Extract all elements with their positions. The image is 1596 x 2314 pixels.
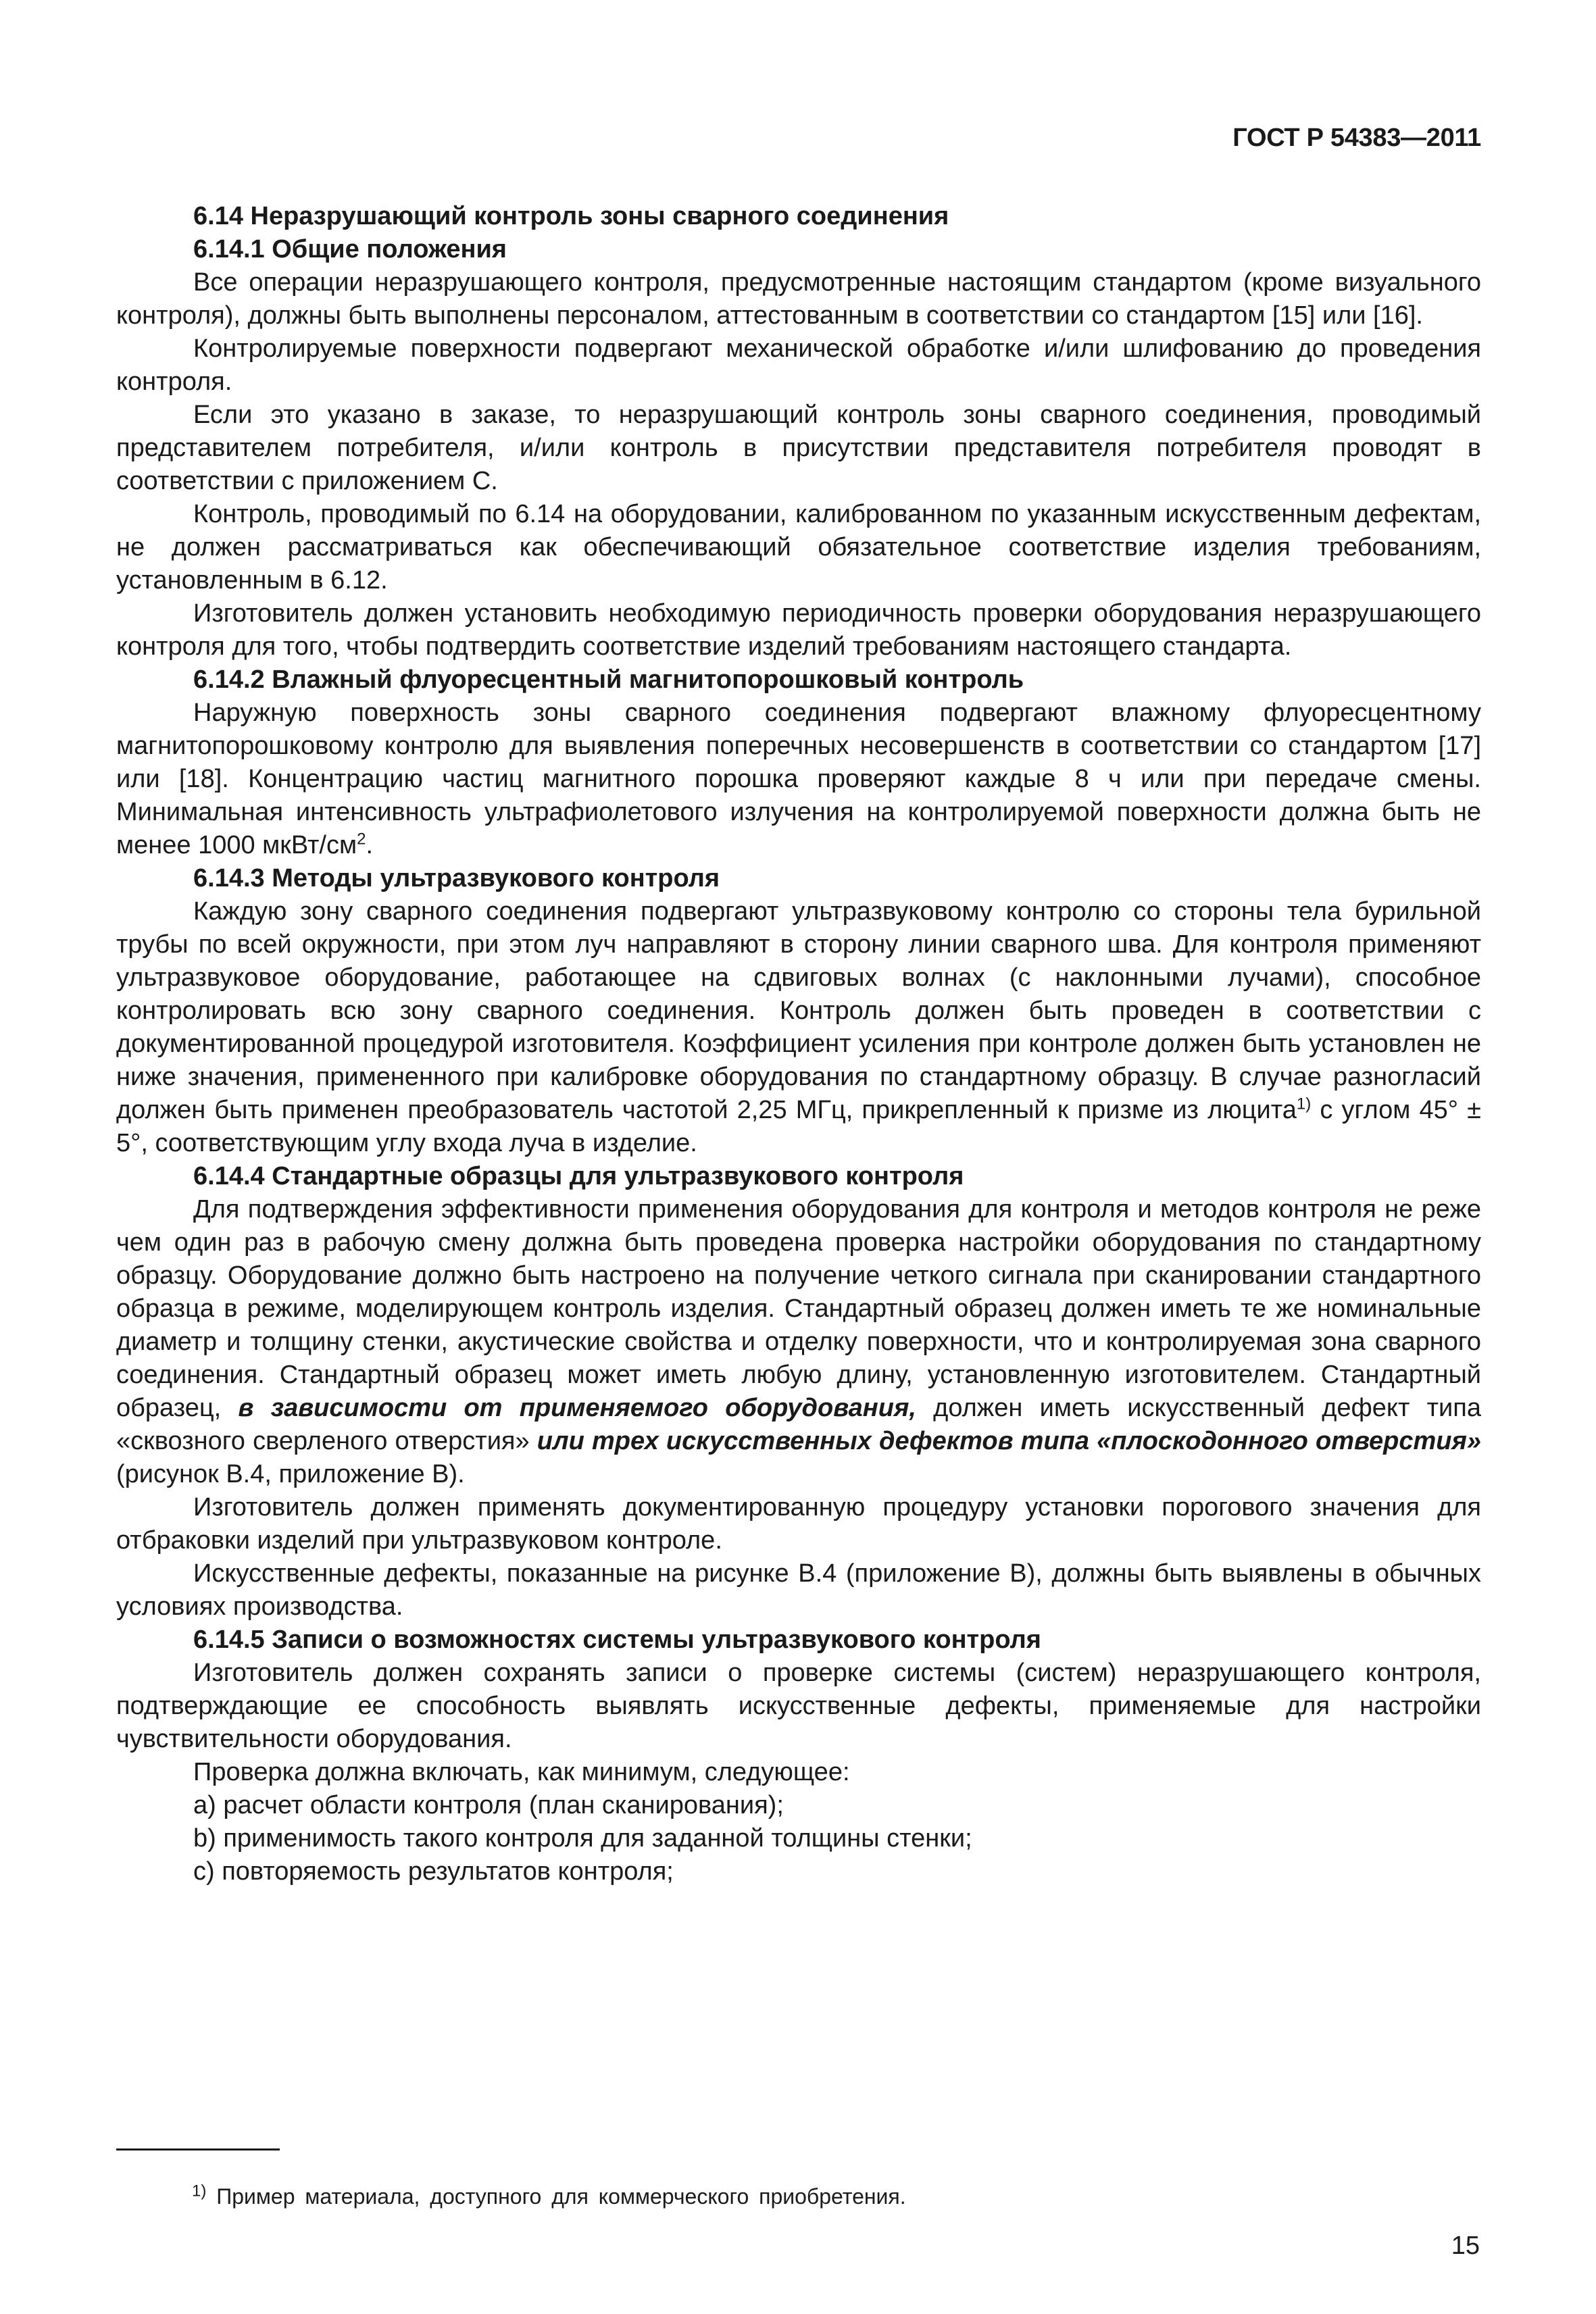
- paragraph-6: [116, 697, 1481, 862]
- paragraph-8-text-c: должен иметь искусственный дефект типа «сквозного сверленого отверстия»: [116, 1394, 1481, 1455]
- paragraph-8-emphasis-1: в зависимости от применяемого оборудования,: [238, 1394, 916, 1422]
- document-body: [116, 200, 1481, 1888]
- paragraph-6-end: .: [366, 831, 374, 859]
- footnote-separator: [116, 2148, 280, 2150]
- list-item-c: c) повторяемость результатов контроля;: [193, 1857, 674, 1886]
- paragraph-1: Все операции неразрушающего контроля, предусмотренные настоящим стандартом (кроме визуального контроля), должны быть выполнены персоналом, аттестованным в соответствии со стандартом [15] или [16].: [116, 268, 1481, 330]
- paragraph-8-text-a: Для подтверждения эффективности применения оборудования для контроля и методов контроля не реже чем один раз в рабочую смену должна быть проведена проверка настройки оборудования по стандартному образцу. Оборудование должно быть настроено на получение четкого сигнала при сканировании стандартного образца в режиме, моделирующем контроль изделия. Стандартный образец должен иметь те же номинальные диаметр и толщину стенки, акустические свойства и отделку поверхности, что и контролируемая зона сварного соединения. Стандартный образец может иметь любую длину, установленную изготовителем. Стандартный образец,: [116, 1195, 1481, 1422]
- paragraph-3: Если это указано в заказе, то неразрушающий контроль зоны сварного соединения, проводимый представителем потребителя, и/или контроль в присутствии представителя потребителя проводят в соответствии с приложением С.: [116, 401, 1481, 495]
- footnote-mark: 1): [192, 2182, 207, 2200]
- list-item-a: а) расчет области контроля (план сканирования);: [193, 1791, 784, 1819]
- footnote: [192, 2182, 906, 2211]
- document-header: ГОСТ Р 54383—2011: [1232, 124, 1481, 152]
- page-number: 15: [1451, 2232, 1480, 2260]
- section-heading-6-14-5: 6.14.5 Записи о возможностях системы ультразвукового контроля: [193, 1626, 1041, 1654]
- section-heading-6-14-3: 6.14.3 Методы ультразвукового контроля: [193, 864, 720, 892]
- section-heading-6-14-2: 6.14.2 Влажный флуоресцентный магнитопорошковый контроль: [193, 665, 1024, 694]
- paragraph-10: Искусственные дефекты, показанные на рисунке В.4 (приложение В), должны быть выявлены в обычных условиях производства.: [116, 1559, 1481, 1621]
- paragraph-11: Изготовитель должен сохранять записи о проверке системы (систем) неразрушающего контроля, подтверждающие ее способность выявлять искусственные дефекты, применяемые для настройки чувствительности оборудования.: [116, 1659, 1481, 1753]
- section-heading-6-14-4: 6.14.4 Стандартные образцы для ультразвукового контроля: [193, 1162, 964, 1190]
- paragraph-9: Изготовитель должен применять документированную процедуру установки порогового значения для отбраковки изделий при ультразвуковом контроле.: [116, 1493, 1481, 1555]
- paragraph-6-text: Наружную поверхность зоны сварного соединения подвергают влажному флуоресцентному магнитопорошковому контролю для выявления поперечных несовершенств в соответствии со стандартом [17] или [18]. Концентрацию частиц магнитного порошка проверяют каждые 8 ч или при передаче смены. Минимальная интенсивность ультрафиолетового излучения на контролируемой поверхности должна быть не менее 1000 мкВт/см: [116, 699, 1481, 859]
- footnote-reference: 1): [1296, 1095, 1312, 1113]
- list-item-b: b) применимость такого контроля для заданной толщины стенки;: [193, 1824, 972, 1853]
- paragraph-7-end: с углом 45° ± 5°, соответствующим углу входа луча в изделие.: [116, 1096, 1481, 1157]
- paragraph-8-text-e: (рисунок В.4, приложение В).: [116, 1460, 465, 1488]
- superscript-2: 2: [357, 830, 366, 849]
- paragraph-8: [116, 1193, 1481, 1491]
- paragraph-7: [116, 895, 1481, 1160]
- paragraph-2: Контролируемые поверхности подвергают механической обработке и/или шлифованию до проведения контроля.: [116, 334, 1481, 396]
- paragraph-12: Проверка должна включать, как минимум, следующее:: [193, 1758, 850, 1786]
- footnote-text: Пример материала, доступного для коммерческого приобретения.: [206, 2184, 906, 2209]
- section-heading-6-14-1: 6.14.1 Общие положения: [193, 235, 507, 263]
- paragraph-8-emphasis-2: или трех искусственных дефектов типа «плоскодонного отверстия»: [537, 1427, 1481, 1455]
- paragraph-4: Контроль, проводимый по 6.14 на оборудовании, калиброванном по указанным искусственным дефектам, не должен рассматриваться как обеспечивающий обязательное соответствие изделия требованиям, установленным в 6.12.: [116, 500, 1481, 595]
- paragraph-7-text: Каждую зону сварного соединения подвергают ультразвуковому контролю со стороны тела бурильной трубы по всей окружности, при этом луч направляют в сторону линии сварного шва. Для контроля применяют ультразвуковое оборудование, работающее на сдвиговых волнах (с наклонными лучами), способное контролировать всю зону сварного соединения. Контроль должен быть проведен в соответствии с документированной процедурой изготовителя. Коэффициент усиления при контроле должен быть установлен не ниже значения, примененного при калибровке оборудования по стандартному образцу. В случае разногласий должен быть применен преобразователь частотой 2,25 МГц, прикрепленный к призме из люцита: [116, 897, 1481, 1124]
- section-heading-6-14: 6.14 Неразрушающий контроль зоны сварного соединения: [193, 202, 949, 230]
- paragraph-5: Изготовитель должен установить необходимую периодичность проверки оборудования неразрушающего контроля для того, чтобы подтвердить соответствие изделий требованиям настоящего стандарта.: [116, 599, 1481, 661]
